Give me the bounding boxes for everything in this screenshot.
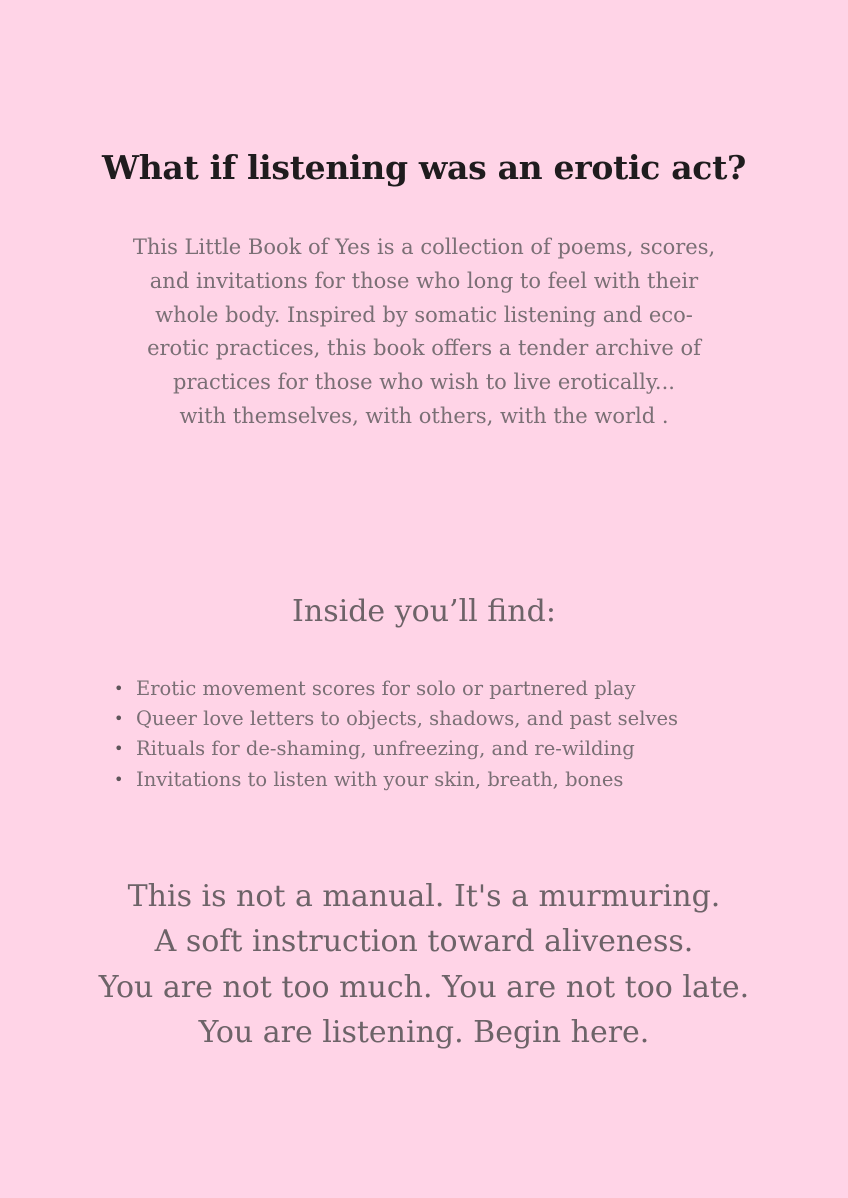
list-item-text: Queer love letters to objects, shadows, and past selves	[136, 707, 679, 731]
bullet-icon: •	[114, 709, 124, 729]
intro-line: erotic practices, this book offers a tender archive of	[147, 336, 701, 361]
intro-line: and invitations for those who long to feel with their	[149, 268, 699, 293]
closing-line: You are listening. Begin here.	[198, 1014, 650, 1050]
bullet-icon: •	[114, 739, 124, 759]
list-item-text: Rituals for de-shaming, unfreezing, and re-wilding	[136, 737, 635, 761]
list-item	[110, 704, 790, 734]
closing-line: A soft instruction toward aliveness.	[154, 924, 694, 960]
feature-list	[110, 674, 790, 795]
intro-paragraph	[80, 231, 768, 434]
list-item-text: Invitations to listen with your skin, breath, bones	[136, 767, 624, 791]
list-item	[110, 674, 790, 704]
bullet-icon: •	[114, 679, 124, 698]
intro-line: whole body. Inspired by somatic listening and eco-	[155, 302, 693, 327]
list-item	[110, 765, 790, 795]
bullet-icon: •	[114, 769, 124, 789]
closing-line: You are not too much. You are not too late.	[98, 969, 750, 1005]
intro-line: with themselves, with others, with the world .	[179, 403, 669, 428]
page-title: What if listening was an erotic act?	[101, 148, 747, 187]
list-item-text: Erotic movement scores for solo or partnered play	[136, 677, 636, 700]
intro-line: practices for those who wish to live erotically...	[173, 370, 675, 395]
list-item	[110, 734, 790, 764]
intro-line: This Little Book of Yes is a collection of poems, scores,	[132, 235, 716, 259]
closing-line: This is not a manual. It's a murmuring.	[127, 879, 721, 914]
closing-statement	[0, 874, 848, 1055]
section-heading: Inside you’ll find:	[292, 594, 556, 629]
